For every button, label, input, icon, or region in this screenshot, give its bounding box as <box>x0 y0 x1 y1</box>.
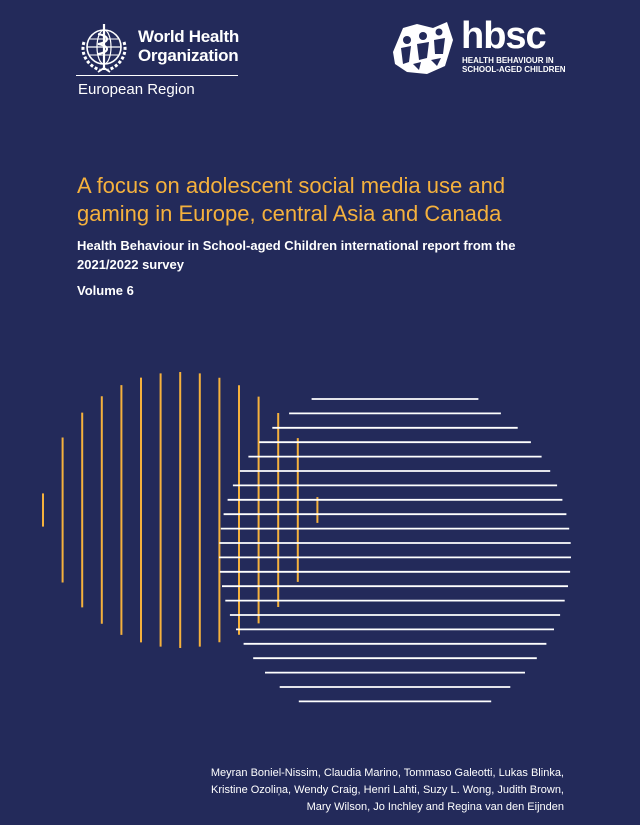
who-divider <box>76 75 238 76</box>
volume-label: Volume 6 <box>77 283 134 298</box>
who-emblem-icon <box>76 20 132 76</box>
decorative-circle-graphic <box>0 330 640 730</box>
who-logo <box>76 20 241 102</box>
report-title: A focus on adolescent social media use and gaming in Europe, central Asia and Canada <box>77 173 506 226</box>
author-list <box>144 765 564 816</box>
hbsc-subtitle <box>462 56 566 74</box>
hbsc-wordmark: hbsc <box>461 15 546 57</box>
who-name-line1: World Health <box>138 27 239 46</box>
hbsc-logo <box>387 15 569 82</box>
who-region: European Region <box>78 81 195 98</box>
who-name <box>138 27 239 65</box>
author-line: Meyran Boniel-Nissim, Claudia Marino, Tommaso Galeotti, Lukas Blinka, <box>210 767 564 779</box>
who-name-line2: Organization <box>138 46 239 65</box>
hbsc-subtitle-line2: SCHOOL-AGED CHILDREN <box>462 65 566 74</box>
report-subtitle: Health Behaviour in School-aged Children international report from the 2021/2022 survey <box>77 238 516 272</box>
hbsc-children-mark-icon <box>387 18 455 78</box>
author-line: Kristine Ozoliņa, Wendy Craig, Henri Lahti, Suzy L. Wong, Judith Brown, <box>211 784 564 796</box>
author-line: Mary Wilson, Jo Inchley and Regina van den Eijnden <box>306 801 564 813</box>
hbsc-subtitle-line1: HEALTH BEHAVIOUR IN <box>462 56 554 65</box>
